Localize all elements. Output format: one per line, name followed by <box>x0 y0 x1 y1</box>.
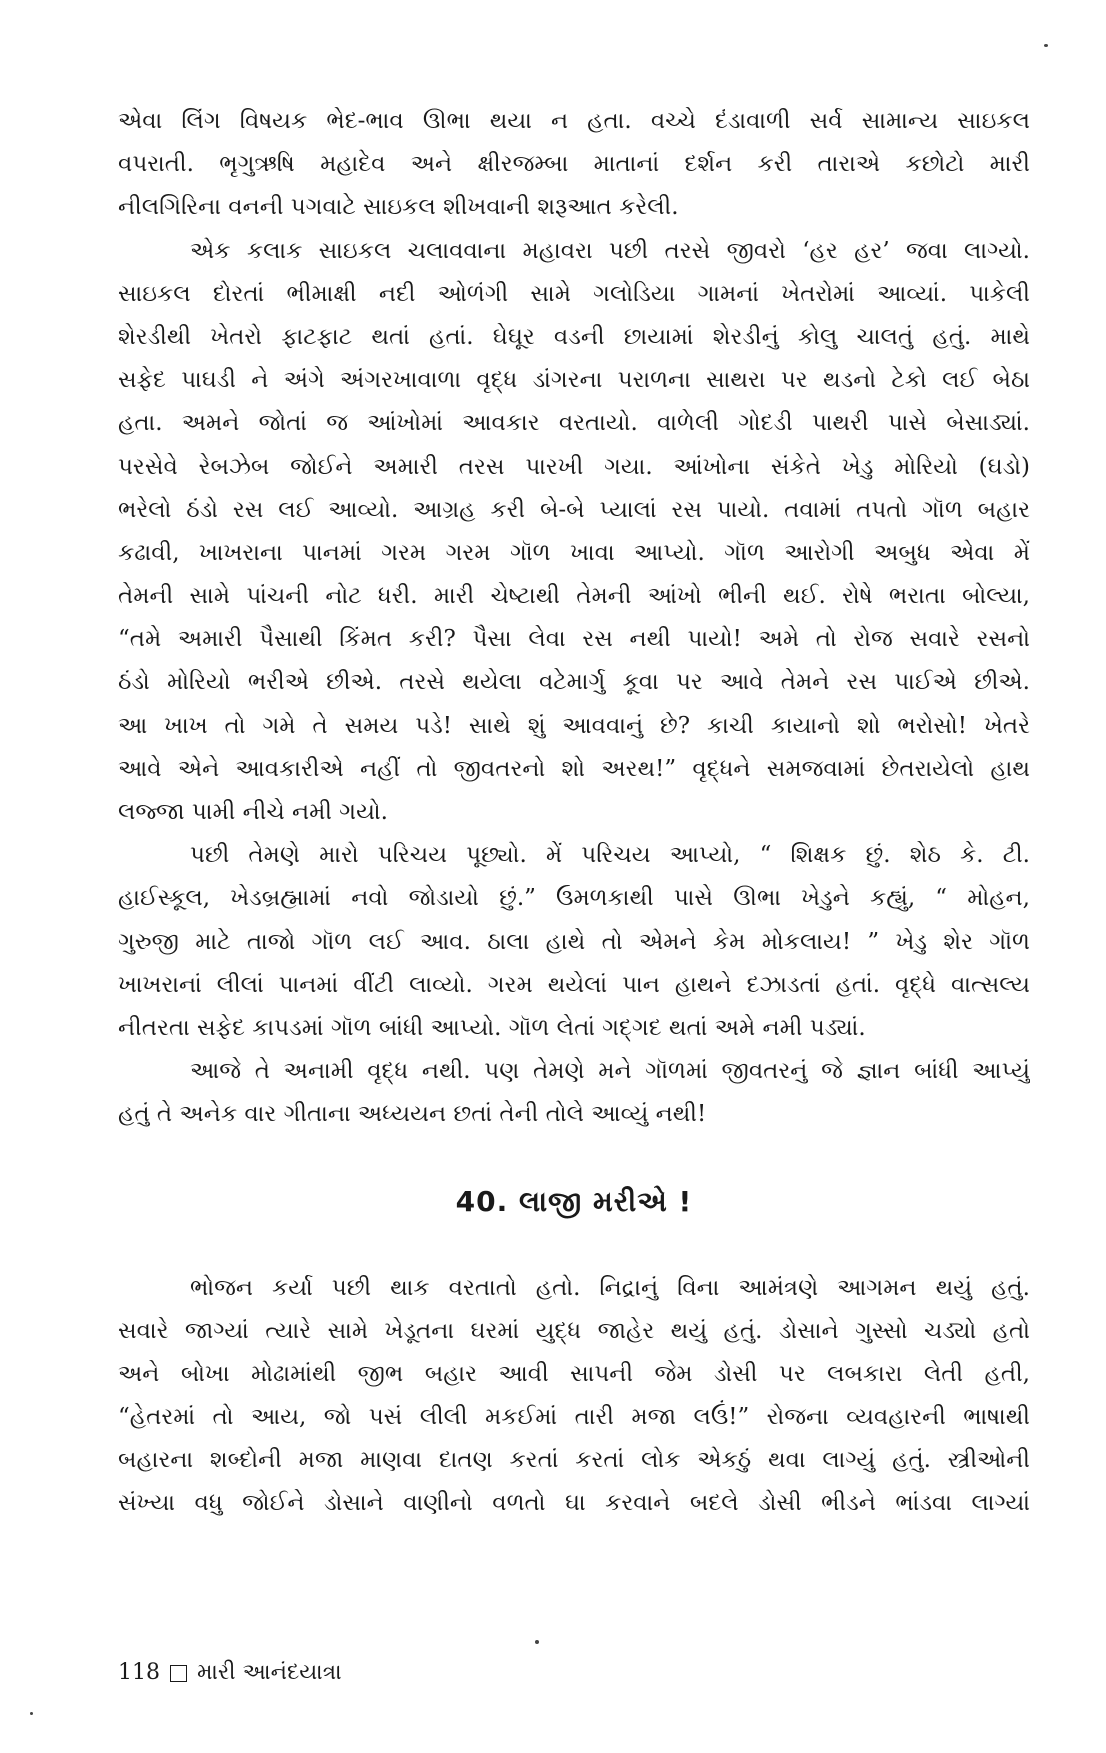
section-heading: 40. લાજી મરીએ ! <box>455 1184 693 1218</box>
text-line: હતા. અમને જોતાં જ આંખોમાં આવકાર વરતાયો. વાળેલી ગોદડી પાથરી પાસે બેસાડ્યાં. <box>118 410 1030 437</box>
text-line: શેરડીથી ખેતરો ફાટફાટ થતાં હતાં. ઘેઘૂર વડની છાયામાં શેરડીનું કોલુ ચાલતું હતું. માથે <box>118 323 1030 350</box>
text-line: હતું તે અનેક વાર ગીતાના અધ્યયન છતાં તેની તોલે આવ્યું નથી! <box>118 1101 707 1128</box>
text-line: આજે તે અનામી વૃદ્ધ નથી. પણ તેમણે મને ગૉળમાં જીવતરનું જે જ્ઞાન બાંધી આપ્યું <box>190 1058 1030 1085</box>
text-line: નીતરતા સફેદ કાપડમાં ગૉળ બાંધી આપ્યો. ગૉળ લેતાં ગદ્ગદ થતાં અમે નમી પડ્યાં. <box>118 1014 866 1041</box>
text-line: એવા લિંગ વિષયક ભેદ-ભાવ ઊભા થયા ન હતા. વચ્ચે દંડાવાળી સર્વ સામાન્ય સાઇકલ <box>118 108 1030 134</box>
text-line: હાઈસ્કૂલ, ખેડબ્રહ્મામાં નવો જોડાયો છું.” ઉમળકાથી પાસે ઊભા ખેડુને કહ્યું, “ મોહન, <box>118 885 1030 912</box>
page-body <box>118 100 1030 1526</box>
scan-speck <box>30 1712 33 1715</box>
text-line: એક કલાક સાઇકલ ચલાવવાના મહાવરા પછી તરસે જીવરો ‘હર હર’ જવા લાગ્યો. <box>190 237 1030 264</box>
text-line: સવારે જાગ્યાં ત્યારે સામે ખેડૂતના ઘરમાં યુદ્ધ જાહેર થયું હતું. ડોસાને ગુસ્સો ચડ્યો હતો <box>118 1317 1030 1344</box>
text-line: સંખ્યા વધુ જોઈને ડોસાને વાણીનો વળતો ઘા કરવાને બદલે ડોસી ભીડને ભાંડવા લાગ્યાં <box>118 1490 1030 1517</box>
text-line: “તમે અમારી પૈસાથી કિંમત કરી? પૈસા લેવા રસ નથી પાયો! અમે તો રોજ સવારે રસનો <box>118 626 1030 653</box>
text-line: બહારના શબ્દોની મજા માણવા દાતણ કરતાં કરતાં લોક એકઠું થવા લાગ્યું હતું. સ્ત્રીઓની <box>118 1447 1030 1474</box>
text-line: પરસેવે રેબઝેબ જોઈને અમારી તરસ પારખી ગયા. આંખોના સંકેતે ખેડુ મોરિયો (ઘડો) <box>118 453 1030 480</box>
paragraph-3 <box>118 834 1030 1050</box>
paragraph-2 <box>118 230 1030 835</box>
text-line: આવે એને આવકારીએ નહીં તો જીવતરનો શો અરથ!” વૃદ્ધને સમજવામાં છેતરાયેલો હાથ <box>118 755 1030 782</box>
text-line: ખાખરાનાં લીલાં પાનમાં વીંટી લાવ્યો. ગરમ થયેલાં પાન હાથને દઝાડતાં હતાં. વૃદ્ધે વાત્સલ્ય <box>118 971 1030 998</box>
text-line: સાઇકલ દોરતાં ભીમાક્ષી નદી ઓળંગી સામે ગલોડિયા ગામનાં ખેતરોમાં આવ્યાં. પાકેલી <box>118 280 1030 307</box>
paragraph-5 <box>118 1267 1030 1526</box>
text-line: ઠંડો મોરિયો ભરીએ છીએ. તરસે થયેલા વટેમાર્ગુ કૂવા પર આવે તેમને રસ પાઈએ છીએ. <box>118 669 1030 696</box>
text-line: નીલગિરિના વનની પગવાટે સાઇકલ શીખવાની શરૂઆત કરેલી. <box>118 194 679 221</box>
paragraph-4 <box>118 1050 1030 1136</box>
text-line: સફેદ પાઘડી ને અંગે અંગરખાવાળા વૃદ્ધ ડાંગરના પરાળના સાથરા પર થડનો ટેકો લઈ બેઠા <box>118 367 1030 394</box>
text-line: વપરાતી. ભૃગુઋષિ મહાદેવ અને ક્ષીરજમ્બા માતાનાં દર્શન કરી તારાએ કછોટો મારી <box>118 151 1030 178</box>
text-line: લજ્જા પામી નીચે નમી ગયો. <box>118 799 388 825</box>
page-footer <box>118 1658 342 1688</box>
text-line: આ ખાખ તો ગમે તે સમય પડે! સાથે શું આવવાનું છે? કાચી કાયાનો શો ભરોસો! ખેતરે <box>118 712 1030 739</box>
text-line: પછી તેમણે મારો પરિચય પૂછ્યો. મેં પરિચય આપ્યો, “ શિક્ષક છું. શેઠ કે. ટી. <box>190 842 1030 869</box>
text-line: ગુરુજી માટે તાજો ગૉળ લઈ આવ. ઠાલા હાથે તો એમને કેમ મોકલાય! ” ખેડુ શેર ગૉળ <box>118 928 1030 955</box>
page-number: 118 <box>118 1660 160 1685</box>
text-line: અને બોખા મોઢામાંથી જીભ બહાર આવી સાપની જેમ ડોસી પર લબકારા લેતી હતી, <box>118 1360 1030 1387</box>
text-line: તેમની સામે પાંચની નોટ ધરી. મારી ચેષ્ટાથી તેમની આંખો ભીની થઈ. રોષે ભરાતા બોલ્યા, <box>118 583 1030 610</box>
text-line: ભોજન કર્યા પછી થાક વરતાતો હતો. નિદ્રાનું વિના આમંત્રણે આગમન થયું હતું. <box>190 1274 1030 1301</box>
text-line: કઢાવી, ખાખરાના પાનમાં ગરમ ગરમ ગૉળ ખાવા આપ્યો. ગૉળ આરોગી અબુધ એવા મેં <box>118 539 1030 566</box>
scan-speck <box>535 1640 539 1644</box>
text-line: “હેતરમાં તો આય, જો પસં લીલી મકઈમાં તારી મજા લઉં!” રોજના વ્યવહારની ભાષાથી <box>118 1404 1030 1431</box>
scan-speck <box>1044 44 1048 47</box>
square-separator-icon <box>170 1665 187 1682</box>
paragraph-1 <box>118 100 1030 230</box>
book-title: મારી આનંદયાત્રા <box>197 1660 342 1685</box>
text-line: ભરેલો ઠંડો રસ લઈ આવ્યો. આગ્રહ કરી બે-બે પ્યાલાં રસ પાયો. તવામાં તપતો ગૉળ બહાર <box>118 496 1030 523</box>
